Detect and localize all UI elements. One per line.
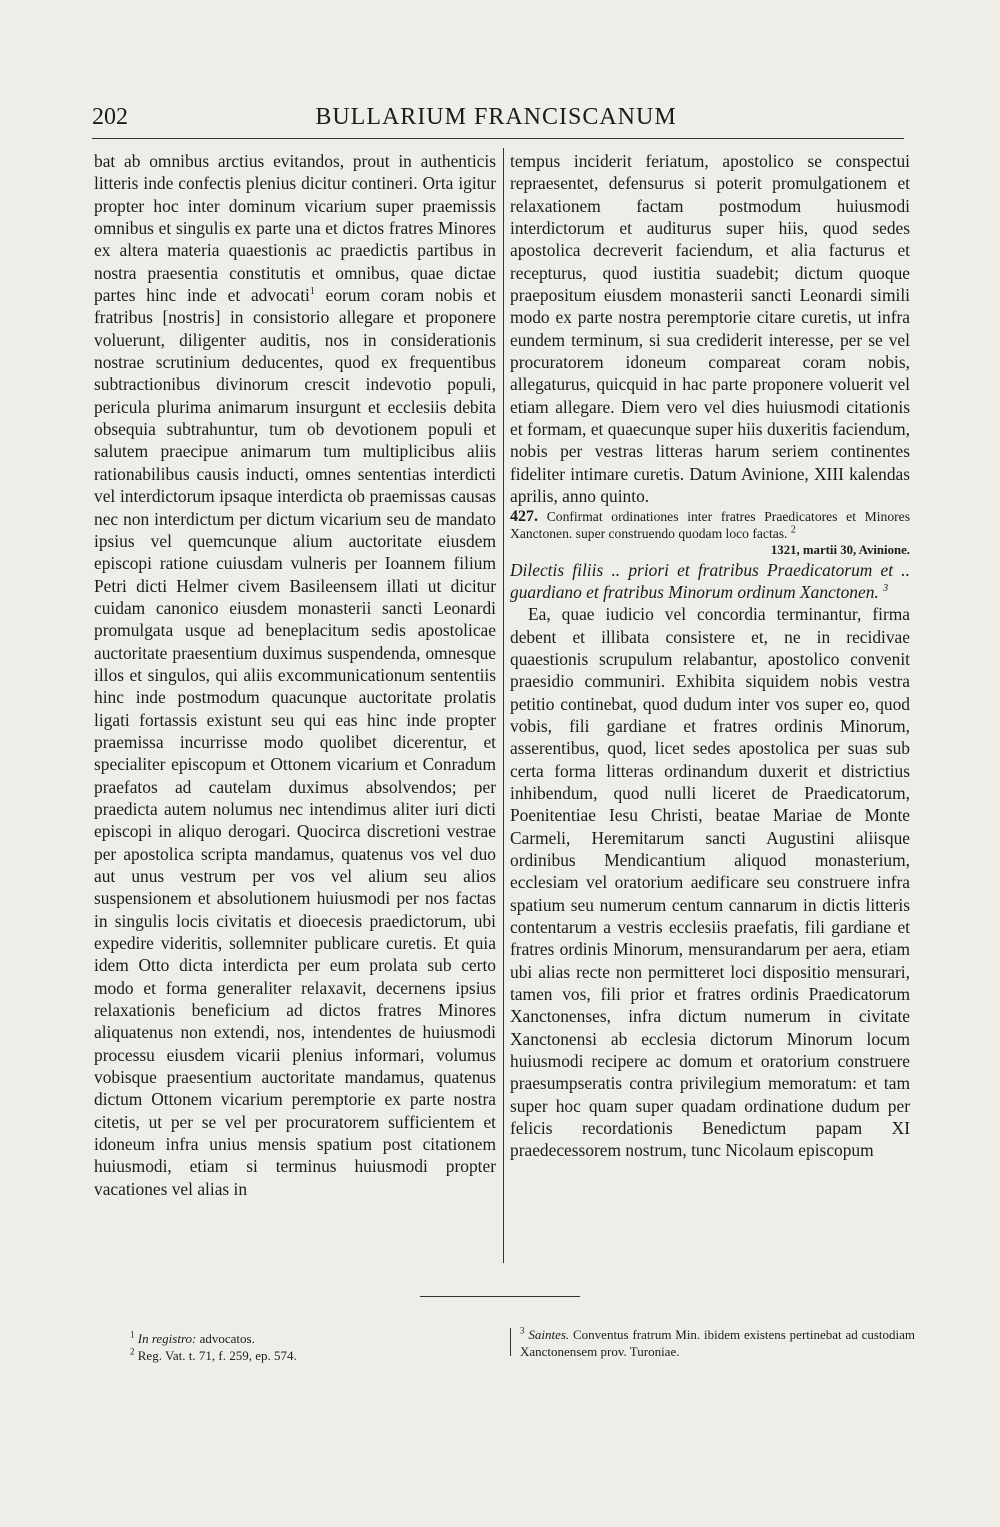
- left-text-part-2: eorum coram nobis et fratribus [nostris] in consistorio allegare et proponere voluerunt, diligenter auditis, nos in considerationis nostrae scrutinium deducentes, quod ex frequentibus subtractionibus divinorum crescit indevotio populi, pericula plurima animarum insurgunt et ecclesiis debita obsequia subtrahuntur, tum ob devotionem populi et salutem praecipue animarum tum multiplicibus aliis rationabilibus causis inducti, omnes sententias interdicti vel interdictorum ipsaque interdicta ob praemissas causas nec non interdictum per dictum vicarium seu de mandato ipsius vel quemcunque alium auctoritate eiusdem episcopi ratione cuiusdam vulneris per Ioannem filium Petri dicti Helmer civem Basileensem illati ut dicitur cuidam canonico eiusdem monasterii sancti Leonardi promulgata usque ad beneplacitum sedis apostolicae auctoritate praesentium duximus suspendenda, omnesque illos et singulos, qui aliis excommunicationum sententiis hinc inde postmodum quacunque auctoritate prolatis ligati fortassis existunt seu qui eas hinc inde propter praemissa incurrisse modo quolibet dicerentur, et specialiter episcopum et Ottonem vicarium et Conradum praefatos ad cautelam duximus absolvendos; per praedicta autem nolumus nec intendimus aliter iuri dicti episcopi in aliquo derogari. Quocirca discretioni vestrae per apostolica scripta mandamus, quatenus vos vel duo aut unus vestrum per vos vel alium seu alios suspensionem et absolutionem huiusmodi per nos factas in singulis locis civitatis et dioecesis praedictorum, ubi expedire videritis, sollemniter publicare curetis. Et quia idem Otto dicta interdicta per eum prolata sub certo modo et forma generaliter relaxavit, decernens ipsius relaxationis beneficium ad dictos fratres Minores aliquatenus non extendi, nos, intendentes de huiusmodi processu eiusdem vicarii plenius informari, volumus vobisque praesentium auctoritate mandamus, quatenus dictum Ottonem vicarium peremptorie ex parte nostra citetis, ut per se vel per procuratorem sufficientem et idoneum infra unius mensis spatium post citationem huiusmodi, etiam si terminus huiusmodi propter vacationes vel alias in: [94, 285, 496, 1199]
- document-summary: Confirmat ordinationes inter fratres Praedicatores et Minores Xanctonen. super construendo quodam loco factas.: [510, 508, 910, 541]
- footnote-3-mark: 3: [520, 1325, 525, 1336]
- document-body: Ea, quae iudicio vel concordia terminantur, firma debent et illibata consistere et, ne in recidivae quaestionis scrupulum relabantur, apostolico convenit praesidio communiri. Exhibita siquidem nobis vestra petitio continebat, quod dudum inter vos super eo, quod vobis, fili gardiane et fratres ordinis Minorum, asserentibus, quod, licet sedes apostolica per suas sub certa forma litteras ordinandum duxerit et districtius inhibendum, quod nulli liceret de Praedicatorum, Poenitentiae Iesu Christi, beatae Mariae de Monte Carmeli, Heremitarum sancti Augustini aliisque ordinibus Mendicantium aliquod monasterium, ecclesiam vel oratorium aedificare seu construere infra spatium seu numerum centum cannarum in dictis litteris contentarum a vestris ecclesiis praefatis, fili gardiane et fratres ordinis Minorum, mensurandarum per aera, etiam ubi alias recte non permitteret loci dispositio mensurari, tamen vos, fili prior et fratres ordinis Praedicatorum Xanctonenses, infra dictum numerum in civitate Xanctonensi ab ecclesia dictorum Minorum locum huiusmodi recipere ac domum et oratorium construere praesumpseratis contra privilegium memoratum: et tam super hoc quam super quadam ordinatione dudum per felicis recordationis Benedictum papam XI praedecessorem nostrum, tunc Nicolaum episcopum: [510, 604, 910, 1161]
- footnote-1: [130, 1330, 490, 1347]
- footnote-1-mark: 1: [130, 1329, 135, 1340]
- document-date: 1321, martii 30, Avinione.: [770, 542, 910, 557]
- column-divider: [503, 148, 504, 1263]
- document-address: [510, 559, 910, 604]
- footnote-ref-1: 1: [309, 286, 315, 298]
- document-number: 427.: [510, 507, 538, 525]
- page-number: 202: [92, 104, 128, 130]
- footnote-rule: [420, 1296, 580, 1297]
- footnote-3: [520, 1326, 915, 1360]
- footnote-divider: [510, 1328, 511, 1356]
- footnote-ref-3: 3: [883, 583, 889, 595]
- right-column-continuation: tempus inciderit feriatum, apostolico se conspectui repraesentet, defensurus si poterit promulgationem et relaxationem factam postmodum huiusmodi interdictorum et auditurus super hiis, quod sedes apostolica decreverit faciendum, et alia facturus et recepturus, quod iustitia suadebit; dictum quoque praepositum eiusdem monasterii sancti Leonardi simili modo ex parte nostra peremptorie citare curetis, ut infra eundem terminum, si sua crediderit interesse, per se vel procuratorem idoneum compareat coram nobis, allegaturus, quicquid in hac parte proponere voluerit vel etiam allegare. Diem vero vel dies huiusmodi citationis et formam, et quaecunque super hiis duxeritis faciendum, nobis per vestras litteras harum seriem continentes fideliter intimare curetis. Datum Avinione, XIII kalendas aprilis, anno quinto.: [510, 151, 910, 507]
- footnote-1-text: advocatos.: [199, 1331, 255, 1346]
- footnote-2-mark: 2: [130, 1346, 135, 1357]
- footnote-3-italic: Saintes.: [528, 1327, 570, 1342]
- header-rule: [92, 138, 904, 139]
- page-header: [92, 100, 900, 136]
- document-heading: [510, 508, 910, 542]
- footnote-1-italic: In registro:: [137, 1331, 197, 1346]
- footnote-2: [130, 1347, 490, 1364]
- footnote-3-text: Conventus fratrum Min. ibidem existens pertinebat ad custodiam Xanctonensem prov. Turoniae.: [520, 1327, 916, 1359]
- address-text: Dilectis filiis .. priori et fratribus Praedicatorum et .. guardiano et fratribus Minorum ordinum Xanctonen.: [510, 559, 910, 602]
- left-column: [94, 150, 496, 1200]
- footnote-2-text: Reg. Vat. t. 71, f. 259, ep. 574.: [137, 1348, 297, 1363]
- right-column: [510, 150, 910, 1162]
- left-text-part-1: bat ab omnibus arctius evitandos, prout in authenticis litteris inde confectis plenius dicitur contineri. Orta igitur propter hoc inter dominum vicarium super praemissis omnibus et singulis ex parte una et dictos fratres Minores ex altera materia quaestionis ac praedictis partibus in nostra praesentia constitutis et omnibus, quae dictae partes hinc inde et advocati: [94, 151, 496, 306]
- footnotes-left: [130, 1330, 490, 1364]
- footnote-ref-2: 2: [790, 523, 796, 535]
- left-column-paragraph: [94, 150, 496, 1200]
- running-title: BULLARIUM FRANCISCANUM: [315, 104, 677, 130]
- footnotes-right: [520, 1326, 915, 1360]
